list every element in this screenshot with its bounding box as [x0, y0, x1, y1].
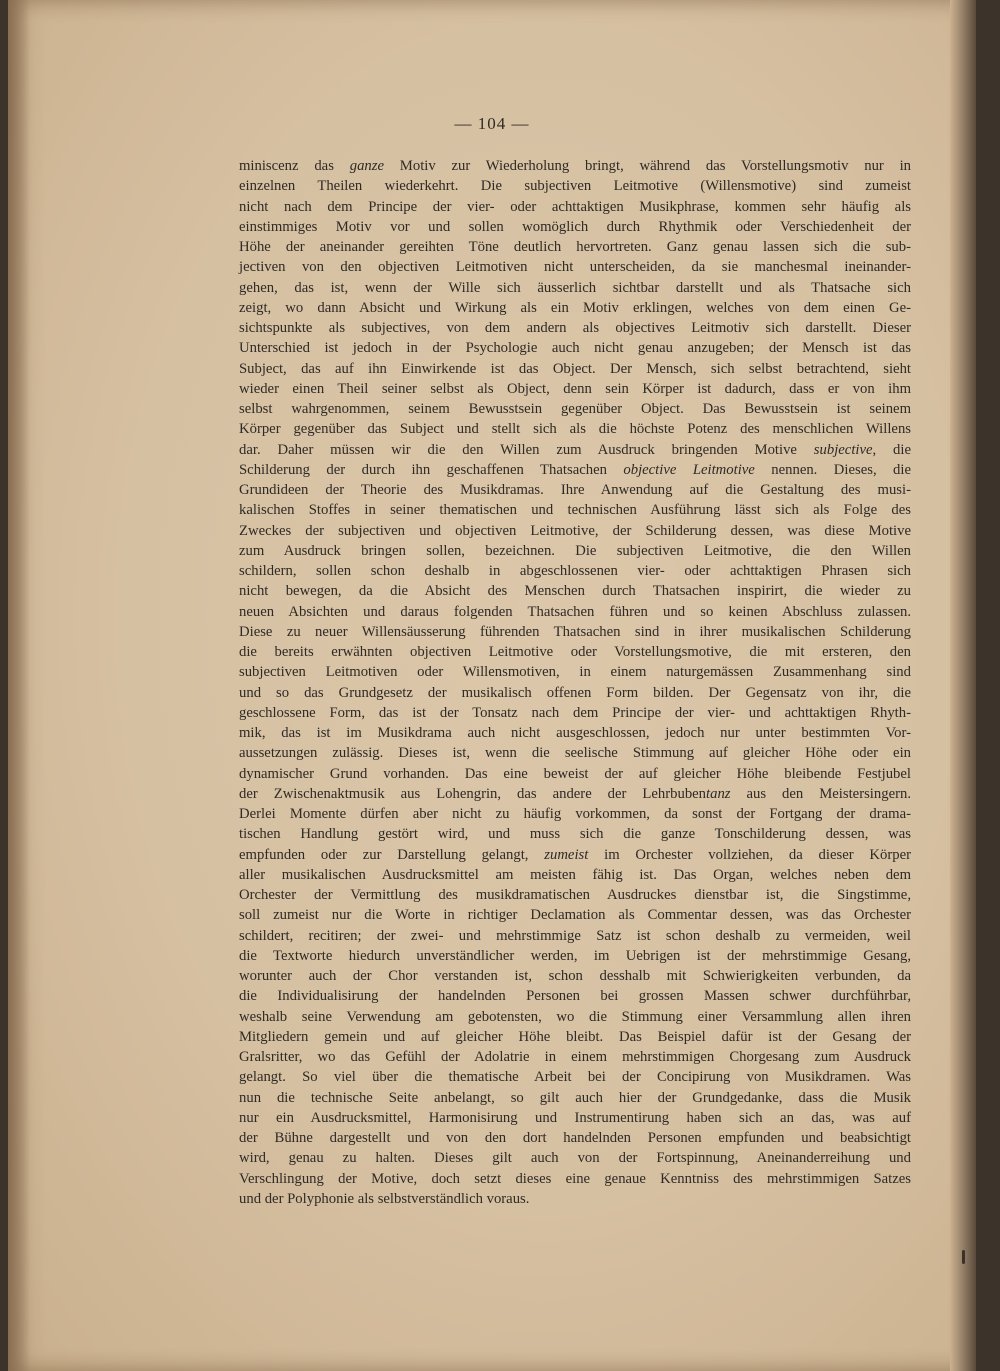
text-segment: der Zwischenaktmusik aus Lohengrin, das andere der Lehrbuben	[239, 785, 707, 802]
text-segment: die Textworte hiedurch unverständlicher werden, im Uebrigen ist der mehrstimmige Gesang,	[239, 947, 911, 964]
text-line	[239, 622, 911, 642]
italic-text-segment: ganze	[349, 158, 384, 174]
text-segment: einzelnen Theilen wiederkehrt. Die subjectiven Leitmotive (Willensmotive) sind zumeist	[239, 178, 911, 195]
text-line	[239, 602, 911, 622]
text-segment: worunter auch der Chor verstanden ist, schon desshalb mit Schwierigkeiten verbunden, da	[239, 968, 911, 984]
page-number: — 104 —	[454, 114, 530, 133]
text-segment: nicht nach dem Principe der vier- oder achttaktigen Musikphrase, kommen sehr häufig als	[239, 198, 911, 215]
text-line	[239, 723, 911, 743]
text-segment: aus den Meistersingern.	[730, 785, 911, 802]
text-line	[239, 278, 911, 298]
text-segment: Derlei Momente dürfen aber nicht zu häufig vorkommen, da sonst der Fortgang der drama-	[239, 806, 911, 822]
text-segment: selbst wahrgenommen, seinem Bewusstsein gegenüber Object. Das Bewusstsein ist seinem	[239, 401, 911, 417]
text-segment: subjectiven Leitmotiven oder Willensmotiven, in einem naturgemässen Zusammenhang sind	[239, 664, 911, 681]
text-line	[239, 1067, 911, 1087]
text-segment: der Bühne dargestellt und von den dort handelnden Personen empfunden und beabsichtigt	[239, 1130, 911, 1146]
text-segment: dar. Daher müssen wir die den Willen zum Ausdruck bringenden Motive	[239, 441, 814, 458]
text-segment: und so das Grundgesetz der musikalisch offenen Form bilden. Der Gegensatz von ihr, die	[239, 684, 911, 701]
text-segment: schildern, sollen schon deshalb in abgeschlossenen vier- oder achttaktigen Phrasen sich	[239, 563, 911, 579]
text-segment: , die	[872, 441, 911, 458]
book-page	[8, 0, 976, 1371]
text-segment: wird, genau zu halten. Dieses gilt auch von der Fortspinnung, Aneinanderreihung und	[239, 1150, 911, 1167]
text-line	[239, 581, 911, 601]
text-line	[239, 237, 911, 257]
text-segment: gelangt. So viel über die thematische Arbeit bei der Concipirung von Musikdramen. Was	[239, 1069, 911, 1086]
text-line	[239, 1088, 911, 1108]
text-line	[239, 1128, 911, 1148]
text-segment: die bereits erwähnten objectiven Leitmotive oder Vorstellungsmotive, die mit ersteren, den	[239, 644, 911, 660]
text-segment: Motiv zur Wiederholung bringt, während das Vorstellungsmotiv nur in	[384, 158, 912, 174]
text-segment: nun die technische Seite anbelangt, so gilt auch hier der Grundgedanke, dass die Musik	[239, 1089, 911, 1106]
text-line	[239, 561, 911, 581]
text-segment: dynamischer Grund vorhanden. Das eine beweist der auf gleicher Höhe bleibende Festjubel	[239, 765, 911, 782]
text-line	[239, 338, 911, 358]
text-segment: einstimmiges Motiv vor und sollen womöglich durch Rhythmik oder Verschiedenheit der	[239, 218, 911, 235]
text-line	[239, 419, 911, 439]
text-line	[239, 865, 911, 885]
text-segment: wieder einen Theil seiner selbst als Object, denn sein Körper ist dadurch, dass er von ihm	[239, 380, 911, 397]
text-segment: kalischen Stoffes in seiner thematischen und technischen Ausführung lässt sich als Folge des	[239, 502, 911, 519]
text-segment: Unterschied ist jedoch in der Psychologie auch nicht genau anzugeben; der Mensch ist das	[239, 340, 911, 357]
text-line	[239, 662, 911, 682]
text-segment: aller musikalischen Ausdrucksmittel am meisten fähig ist. Das Organ, welches neben dem	[239, 866, 911, 883]
text-segment: schildert, recitiren; der zwei- und mehrstimmige Satz ist schon deshalb zu vermeiden, weil	[239, 927, 911, 944]
text-segment: empfunden oder zur Darstellung gelangt,	[239, 846, 545, 863]
text-line	[239, 764, 911, 784]
text-line	[239, 500, 911, 520]
text-line	[239, 986, 911, 1006]
text-line	[239, 1169, 911, 1189]
text-line	[239, 1007, 911, 1027]
ink-mark	[962, 1250, 965, 1264]
text-line	[239, 318, 911, 338]
text-line	[239, 156, 911, 176]
text-segment: zum Ausdruck bringen sollen, bezeichnen. Die subjectiven Leitmotive, die den Willen	[239, 542, 911, 559]
text-line	[239, 743, 911, 763]
text-line	[239, 217, 911, 237]
text-segment: mik, das ist im Musikdrama auch nicht ausgeschlossen, jedoch nur unter bestimmten Vor-	[239, 725, 911, 741]
text-line	[239, 359, 911, 379]
text-line	[239, 845, 911, 865]
text-line	[239, 946, 911, 966]
italic-text-segment: subjective	[813, 441, 873, 458]
text-segment: jectiven von den objectiven Leitmotiven nicht unterscheiden, da sie manchesmal ineinander-	[239, 259, 911, 276]
text-line	[239, 480, 911, 500]
text-segment: im Orchester vollziehen, da dieser Körper	[588, 846, 911, 863]
text-segment: Gralsritter, wo das Gefühl der Adolatrie in einem mehrstimmigen Chorgesang zum Ausdruck	[239, 1049, 911, 1065]
text-segment: geschlossene Form, das ist der Tonsatz nach dem Principe der vier- und achttaktigen Rhyth-	[239, 704, 911, 721]
text-segment: weshalb seine Verwendung am gebotensten, wo die Stimmung einer Versammlung allen ihren	[239, 1008, 911, 1025]
text-segment: Schilderung der durch ihn geschaffenen Thatsachen	[239, 461, 624, 478]
text-line	[239, 1047, 911, 1067]
text-line	[239, 541, 911, 561]
page-gutter-shadow	[8, 0, 30, 1371]
text-segment: Subject, das auf ihn Einwirkende ist das Object. Der Mensch, sich selbst betrachtend, sieht	[239, 360, 911, 377]
text-segment: und der Polyphonie als selbstverständlich voraus.	[239, 1190, 530, 1207]
body-text	[239, 156, 911, 1209]
text-segment: zeigt, wo dann Absicht und Wirkung als ein Motiv erklingen, welches von dem einen Ge-	[239, 299, 911, 316]
text-segment: die Individualisirung der handelnden Personen bei grossen Massen schwer durchführbar,	[239, 988, 911, 1005]
text-segment: Zweckes der subjectiven und objectiven Leitmotive, der Schilderung dessen, was diese Motive	[239, 522, 911, 539]
text-line	[239, 440, 911, 460]
text-segment: Mitgliedern gemein und auf gleicher Höhe bleibt. Das Beispiel dafür ist der Gesang der	[239, 1028, 911, 1045]
text-line	[239, 521, 911, 541]
text-segment: aussetzungen zulässig. Dieses ist, wenn die seelische Stimmung auf gleicher Höhe oder ein	[239, 745, 911, 762]
page-edge	[950, 0, 976, 1371]
text-line	[239, 379, 911, 399]
italic-text-segment: zumeist	[544, 846, 589, 863]
text-segment: Orchester der Vermittlung des musikdramatischen Ausdruckes dienstbar ist, die Singstimme,	[239, 887, 911, 903]
text-line	[239, 399, 911, 419]
text-segment: nicht bewegen, da die Absicht des Menschen durch Thatsachen inspirirt, die wieder zu	[239, 583, 911, 600]
text-segment: nennen. Dieses, die	[754, 461, 911, 478]
text-line	[239, 784, 911, 804]
text-segment: nur ein Ausdrucksmittel, Harmonisirung und Instrumentirung haben sich an das, was auf	[239, 1109, 911, 1126]
text-line	[239, 926, 911, 946]
text-segment: tischen Handlung gestört wird, und muss sich die ganze Tonschilderung dessen, was	[239, 826, 911, 843]
text-segment: Körper gegenüber das Subject und stellt sich als die höchste Potenz des menschlichen Willens	[239, 421, 911, 438]
text-line	[239, 176, 911, 196]
text-segment: soll zumeist nur die Worte in richtiger Declamation als Commentar dessen, was das Orchester	[239, 907, 911, 924]
text-line	[239, 703, 911, 723]
text-line	[239, 885, 911, 905]
text-line	[239, 1027, 911, 1047]
text-segment: Grundideen der Theorie des Musikdramas. Ihre Anwendung auf die Gestaltung des musi-	[239, 482, 911, 498]
text-line	[239, 804, 911, 824]
text-line	[239, 197, 911, 217]
text-line	[239, 642, 911, 662]
text-line	[239, 824, 911, 844]
text-segment: gehen, das ist, wenn der Wille sich äusserlich sichtbar darstellt und als Thatsache sich	[239, 279, 911, 296]
text-line	[239, 460, 911, 480]
text-segment: sichtspunkte als subjectives, von dem andern als objectives Leitmotiv sich darstellt. Dieser	[239, 320, 911, 336]
text-segment: Höhe der aneinander gereihten Töne deutlich hervortreten. Ganz genau lassen sich die sub-	[239, 239, 911, 255]
text-segment: miniscenz das	[239, 158, 350, 174]
text-line	[239, 1189, 911, 1209]
italic-text-segment: objective Leitmotive	[623, 461, 755, 478]
text-line	[239, 257, 911, 277]
text-segment: Verschlingung der Motive, doch setzt dieses eine genaue Kenntniss des mehrstimmigen Satzes	[239, 1170, 911, 1187]
text-line	[239, 683, 911, 703]
text-segment: neuen Absichten und daraus folgenden Thatsachen führen und so keinen Abschluss zulassen.	[239, 603, 911, 620]
italic-text-segment: tanz	[706, 785, 731, 802]
text-line	[239, 1108, 911, 1128]
text-line	[239, 905, 911, 925]
text-segment: Diese zu neuer Willensäusserung führenden Thatsachen sind in ihrer musikalischen Schilderung	[239, 623, 911, 640]
text-line	[239, 298, 911, 318]
text-line	[239, 966, 911, 986]
text-line	[239, 1148, 911, 1168]
